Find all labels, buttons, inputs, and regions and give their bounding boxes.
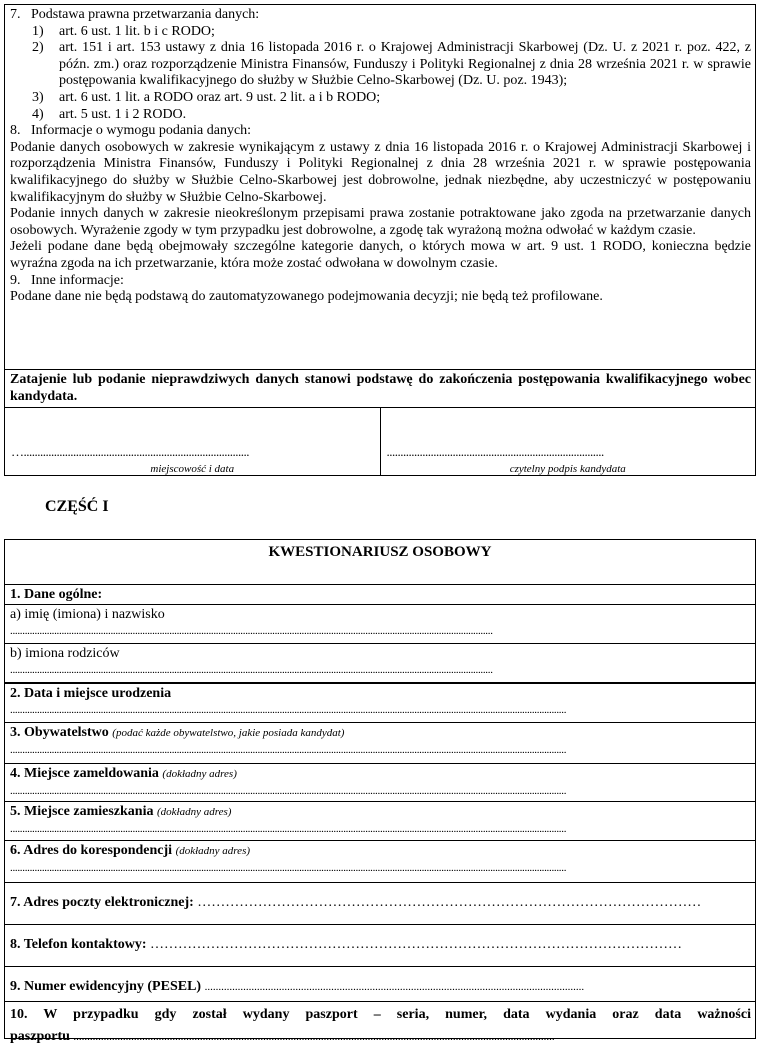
citizenship-field[interactable]: 3. Obywatelstwo (podać każde obywatelstwo, jakie posiada kandydat) ................................................................................................................................................................................................................................... (5, 723, 755, 764)
place-date-field[interactable]: ….................................................................................. miejscowość i data (5, 408, 380, 475)
signature-field[interactable]: ............................................................................... czytelny podpis kandydata (380, 408, 756, 475)
pesel-field[interactable]: 9. Numer ewidencyjny (PESEL) .......................................................................................................................................... (5, 967, 755, 1002)
parents-names-field[interactable]: b) imiona rodziców ..................................................................................................................................................................................................... (5, 644, 755, 684)
list-item: 2) art. 151 i art. 153 ustawy z dnia 16 listopada 2016 r. o Krajowej Administracji Skarbowej (Dz. U. z 2021 r. poz. 422, z późn. zm.) oraz rozporządzenie Ministra Finansów, Funduszy i Polityki Regionalnej z dnia 28 września 2021 r. w sprawie postępowania kwalifikacyjnego do służby w Służbie Celno-Skarbowej (Dz. U. poz. 1943); (32, 40, 751, 89)
part-title: CZĘŚĆ I (45, 498, 109, 515)
birth-date-place-field[interactable]: 2. Data i miejsce urodzenia ................................................................................................................................................................................................................................... (5, 684, 755, 723)
clause8-paragraph-2: Podanie innych danych w zakresie nieokreślonym przepisami prawa zostanie potraktowane jako zgoda na przetwarzanie danych osobowych. Wyrażenie zgody w tym przypadku jest dobrowolne, a zgodę tak wyrażoną można odwołać w każdym czasie. (10, 206, 751, 238)
clause8-paragraph-3: Jeżeli podane dane będą obejmowały szczególne kategorie danych, o których mowa w art. 9 ust. 1 RODO, konieczna będzie wyraźna zgoda na ich przetwarzanie, która może zostać odwołana w dowolnym czasie. (10, 239, 751, 271)
warning-box: Zatajenie lub podanie nieprawdziwych danych stanowi podstawę do zakończenia postępowania kwalifikacyjnego wobec kandydata. (4, 369, 756, 408)
legal-info-box (4, 4, 756, 370)
phone-field[interactable]: 8. Telefon kontaktowy: …………………………………………………………………………………………………… (5, 925, 755, 967)
clause8-title: 8. Informacje o wymogu podania danych: (10, 123, 252, 139)
full-name-field[interactable]: a) imię (imiona) i nazwisko ..................................................................................................................................................................................................... (5, 605, 755, 644)
clause9-paragraph-1: Podane dane nie będą podstawą do zautomatyzowanego podejmowania decyzji; nie będą też profilowane. (10, 289, 603, 305)
clause8-paragraph-1: Podanie danych osobowych w zakresie wynikającym z ustawy z dnia 16 listopada 2016 r. o Krajowej Administracji Skarbowej i rozporządzenia Ministra Finansów, Funduszy i Polityki Regionalnej z dnia 28 września 2021 r. w sprawie postępowania kwalifikacyjnego do służby w Służbie Celno-Skarbowej jest dobrowolne, jednak niezbędne, aby uczestniczyć w postępowaniu kwalifikacyjnym do służby w Służbie Celno-Skarbowej. (10, 139, 751, 205)
registered-address-field[interactable]: 4. Miejsce zameldowania (dokładny adres) ................................................................................................................................................................................................................................... (5, 764, 755, 802)
place-date-caption: miejscowość i data (150, 463, 235, 475)
residence-address-field[interactable]: 5. Miejsce zamieszkania (dokładny adres) ................................................................................................................................................................................................................................... (5, 802, 755, 841)
form-title: KWESTIONARIUSZ OSOBOWY (5, 540, 755, 585)
clause9-title: 9. Inne informacje: (10, 272, 124, 288)
list-item: 3) art. 6 ust. 1 lit. a RODO oraz art. 9 ust. 2 lit. a i b RODO; (32, 89, 381, 105)
questionnaire-form (4, 539, 756, 1044)
signature-caption: czytelny podpis kandydata (509, 463, 626, 475)
signature-box (4, 407, 756, 476)
list-item: 4) art. 5 ust. 1 i 2 RODO. (32, 106, 187, 122)
clause7-title: 7. Podstawa prawna przetwarzania danych: (10, 7, 260, 22)
list-item: 1) art. 6 ust. 1 lit. b i c RODO; (32, 23, 215, 39)
correspondence-address-field[interactable]: 6. Adres do korespondencji (dokładny adres) ................................................................................................................................................................................................................................... (5, 841, 755, 883)
passport-field[interactable]: 10. W przypadku gdy został wydany paszport – seria, numer, data wydania oraz data ważności paszportu ............................................................................................................................................................................... (10, 1007, 751, 1044)
section-1-header: 1. Dane ogólne: (5, 585, 755, 605)
email-field[interactable]: 7. Adres poczty elektronicznej: ……………………………………………………………………………………………… (5, 883, 755, 925)
